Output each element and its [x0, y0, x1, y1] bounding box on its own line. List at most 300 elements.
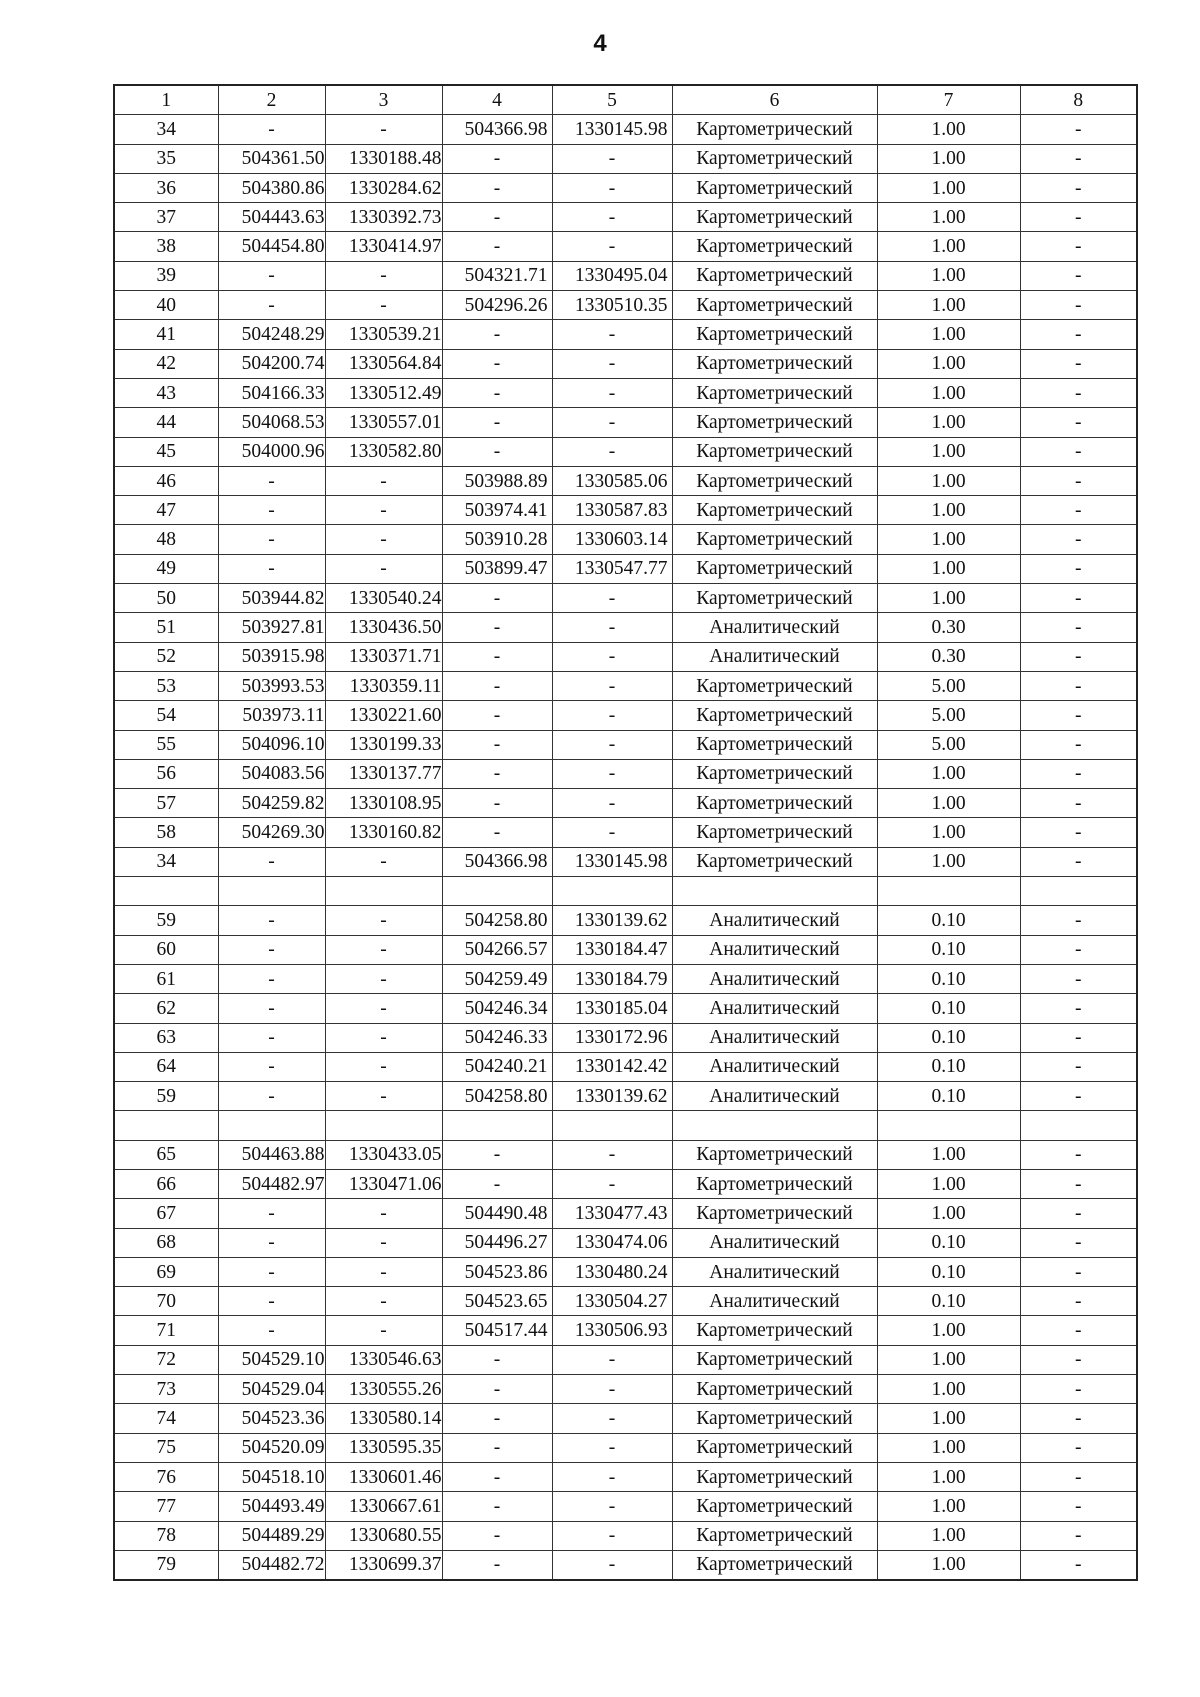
cell-method: Картометрический [672, 554, 877, 583]
cell-x-new: 503899.47 [442, 554, 552, 583]
cell-y-new: 1330504.27 [552, 1287, 672, 1316]
cell-method: Аналитический [672, 1228, 877, 1257]
cell-y-new: 1330145.98 [552, 115, 672, 144]
cell-x-new [442, 877, 552, 906]
cell-accuracy: 1.00 [877, 1404, 1020, 1433]
cell-y-old: 1330359.11 [325, 671, 442, 700]
cell-description: - [1020, 1140, 1137, 1169]
cell-y-new: - [552, 818, 672, 847]
cell-y-new: - [552, 584, 672, 613]
cell-point-number: 77 [114, 1492, 218, 1521]
cell-x-new [442, 1111, 552, 1140]
cell-description: - [1020, 1550, 1137, 1580]
cell-point-number: 74 [114, 1404, 218, 1433]
table-row [114, 203, 1137, 232]
cell-accuracy: 1.00 [877, 291, 1020, 320]
cell-method: Картометрический [672, 1521, 877, 1550]
cell-point-number: 34 [114, 847, 218, 876]
cell-description: - [1020, 701, 1137, 730]
cell-y-new [552, 877, 672, 906]
table-row [114, 437, 1137, 466]
cell-x-new: - [442, 437, 552, 466]
cell-x-old: 504443.63 [218, 203, 325, 232]
cell-y-new: 1330495.04 [552, 261, 672, 290]
cell-description: - [1020, 408, 1137, 437]
cell-point-number: 53 [114, 671, 218, 700]
cell-x-new: - [442, 642, 552, 671]
cell-description: - [1020, 730, 1137, 759]
table-row [114, 671, 1137, 700]
cell-method: Картометрический [672, 466, 877, 495]
cell-y-old: 1330199.33 [325, 730, 442, 759]
cell-y-old: - [325, 1052, 442, 1081]
cell-x-old: - [218, 847, 325, 876]
cell-y-old: - [325, 1199, 442, 1228]
cell-point-number: 41 [114, 320, 218, 349]
cell-x-new: 504523.65 [442, 1287, 552, 1316]
table-row [114, 789, 1137, 818]
cell-accuracy: 1.00 [877, 437, 1020, 466]
cell-accuracy: 0.30 [877, 613, 1020, 642]
cell-x-new: - [442, 144, 552, 173]
cell-y-old: - [325, 525, 442, 554]
cell-x-old: - [218, 525, 325, 554]
table-row [114, 232, 1137, 261]
cell-y-new: - [552, 144, 672, 173]
cell-y-new: - [552, 378, 672, 407]
cell-accuracy: 0.10 [877, 1052, 1020, 1081]
cell-method: Картометрический [672, 1375, 877, 1404]
cell-method: Картометрический [672, 1345, 877, 1374]
cell-y-old: 1330392.73 [325, 203, 442, 232]
cell-point-number: 71 [114, 1316, 218, 1345]
cell-x-old: - [218, 1287, 325, 1316]
cell-y-new [552, 1111, 672, 1140]
cell-method: Аналитический [672, 1287, 877, 1316]
table-row [114, 1375, 1137, 1404]
cell-y-new: 1330145.98 [552, 847, 672, 876]
cell-y-new: - [552, 1462, 672, 1491]
column-header-2: 2 [218, 85, 325, 115]
cell-y-old: - [325, 994, 442, 1023]
cell-point-number: 65 [114, 1140, 218, 1169]
cell-x-new: 504366.98 [442, 847, 552, 876]
cell-accuracy: 0.10 [877, 1082, 1020, 1111]
cell-y-new: 1330547.77 [552, 554, 672, 583]
table-body [114, 115, 1137, 1580]
column-header-6: 6 [672, 85, 877, 115]
cell-y-old: - [325, 291, 442, 320]
cell-method: Картометрический [672, 818, 877, 847]
cell-method: Аналитический [672, 1052, 877, 1081]
cell-y-old: - [325, 1316, 442, 1345]
cell-x-old: 504489.29 [218, 1521, 325, 1550]
cell-point-number: 39 [114, 261, 218, 290]
cell-y-old: 1330371.71 [325, 642, 442, 671]
cell-description: - [1020, 906, 1137, 935]
cell-point-number: 75 [114, 1433, 218, 1462]
cell-y-new: - [552, 701, 672, 730]
cell-description: - [1020, 1199, 1137, 1228]
cell-description: - [1020, 496, 1137, 525]
cell-method: Аналитический [672, 906, 877, 935]
cell-description: - [1020, 935, 1137, 964]
cell-y-new: 1330185.04 [552, 994, 672, 1023]
cell-x-old: - [218, 1082, 325, 1111]
cell-accuracy: 1.00 [877, 789, 1020, 818]
cell-x-old: - [218, 496, 325, 525]
column-header-3: 3 [325, 85, 442, 115]
cell-method [672, 1111, 877, 1140]
cell-point-number: 69 [114, 1257, 218, 1286]
cell-y-old: 1330436.50 [325, 613, 442, 642]
cell-description: - [1020, 1404, 1137, 1433]
table-row [114, 525, 1137, 554]
table-row [114, 730, 1137, 759]
cell-y-new: 1330477.43 [552, 1199, 672, 1228]
table-row [114, 642, 1137, 671]
cell-x-old: - [218, 466, 325, 495]
cell-x-old: - [218, 1052, 325, 1081]
cell-x-new: 504296.26 [442, 291, 552, 320]
cell-x-old: 504493.49 [218, 1492, 325, 1521]
cell-x-new: - [442, 671, 552, 700]
header-row [114, 85, 1137, 115]
cell-x-old: - [218, 1199, 325, 1228]
cell-accuracy: 1.00 [877, 232, 1020, 261]
cell-accuracy: 0.10 [877, 1287, 1020, 1316]
cell-accuracy: 1.00 [877, 349, 1020, 378]
cell-accuracy: 0.10 [877, 1257, 1020, 1286]
cell-description: - [1020, 1375, 1137, 1404]
cell-accuracy: 1.00 [877, 144, 1020, 173]
cell-y-old: - [325, 1023, 442, 1052]
cell-y-new: - [552, 730, 672, 759]
cell-method: Картометрический [672, 671, 877, 700]
cell-description: - [1020, 1169, 1137, 1198]
cell-x-old [218, 877, 325, 906]
cell-accuracy: 5.00 [877, 730, 1020, 759]
cell-point-number: 45 [114, 437, 218, 466]
cell-point-number: 58 [114, 818, 218, 847]
cell-x-old: 504454.80 [218, 232, 325, 261]
cell-x-new: 504517.44 [442, 1316, 552, 1345]
cell-point-number: 64 [114, 1052, 218, 1081]
cell-y-old: 1330540.24 [325, 584, 442, 613]
cell-x-new: - [442, 1462, 552, 1491]
cell-x-new: - [442, 1492, 552, 1521]
cell-y-old: 1330699.37 [325, 1550, 442, 1580]
cell-description: - [1020, 642, 1137, 671]
cell-x-new: 504266.57 [442, 935, 552, 964]
cell-y-new: 1330139.62 [552, 1082, 672, 1111]
table-row [114, 1521, 1137, 1550]
cell-description: - [1020, 847, 1137, 876]
cell-x-new: - [442, 730, 552, 759]
cell-x-old [218, 1111, 325, 1140]
cell-x-new: - [442, 701, 552, 730]
cell-x-new: - [442, 1521, 552, 1550]
cell-x-new: - [442, 1140, 552, 1169]
cell-point-number: 67 [114, 1199, 218, 1228]
table-row [114, 847, 1137, 876]
coordinates-table [113, 84, 1138, 1581]
cell-accuracy: 0.10 [877, 935, 1020, 964]
cell-x-old: 504068.53 [218, 408, 325, 437]
cell-accuracy: 1.00 [877, 1521, 1020, 1550]
cell-point-number: 78 [114, 1521, 218, 1550]
table-row [114, 584, 1137, 613]
cell-x-new: - [442, 1550, 552, 1580]
cell-y-old: 1330601.46 [325, 1462, 442, 1491]
cell-y-new: - [552, 1492, 672, 1521]
cell-accuracy: 1.00 [877, 1316, 1020, 1345]
cell-x-old: - [218, 906, 325, 935]
cell-x-old: 504096.10 [218, 730, 325, 759]
cell-y-old: - [325, 554, 442, 583]
table-row [114, 1550, 1137, 1580]
cell-description: - [1020, 584, 1137, 613]
cell-accuracy: 1.00 [877, 408, 1020, 437]
cell-x-old: - [218, 1228, 325, 1257]
table-row [114, 291, 1137, 320]
cell-point-number: 42 [114, 349, 218, 378]
cell-point-number: 51 [114, 613, 218, 642]
table-row [114, 1199, 1137, 1228]
cell-x-new: - [442, 789, 552, 818]
cell-x-old: - [218, 1257, 325, 1286]
cell-description: - [1020, 1316, 1137, 1345]
cell-description: - [1020, 1052, 1137, 1081]
cell-point-number: 54 [114, 701, 218, 730]
cell-y-new: - [552, 642, 672, 671]
cell-description: - [1020, 1462, 1137, 1491]
table-row [114, 1404, 1137, 1433]
table-row [114, 1316, 1137, 1345]
cell-accuracy: 0.10 [877, 994, 1020, 1023]
cell-method: Аналитический [672, 1257, 877, 1286]
cell-y-new: 1330172.96 [552, 1023, 672, 1052]
cell-description: - [1020, 818, 1137, 847]
cell-accuracy: 0.30 [877, 642, 1020, 671]
cell-x-old: 504248.29 [218, 320, 325, 349]
table-row [114, 818, 1137, 847]
cell-y-new: 1330510.35 [552, 291, 672, 320]
table-row [114, 1023, 1137, 1052]
cell-point-number [114, 877, 218, 906]
cell-y-new: - [552, 203, 672, 232]
table-row [114, 496, 1137, 525]
cell-point-number: 76 [114, 1462, 218, 1491]
cell-y-old: 1330284.62 [325, 173, 442, 202]
table-row [114, 1082, 1137, 1111]
cell-y-new: - [552, 613, 672, 642]
cell-description: - [1020, 1082, 1137, 1111]
cell-point-number: 73 [114, 1375, 218, 1404]
cell-method: Картометрический [672, 173, 877, 202]
table-row [114, 964, 1137, 993]
cell-y-old: 1330137.77 [325, 759, 442, 788]
cell-description: - [1020, 1521, 1137, 1550]
cell-x-old: 504520.09 [218, 1433, 325, 1462]
cell-y-old: - [325, 1082, 442, 1111]
cell-x-old: 504529.10 [218, 1345, 325, 1374]
cell-method: Картометрический [672, 115, 877, 144]
cell-x-old: 504269.30 [218, 818, 325, 847]
cell-y-old: - [325, 906, 442, 935]
cell-y-old: 1330108.95 [325, 789, 442, 818]
cell-x-old: - [218, 1316, 325, 1345]
cell-y-new: - [552, 1345, 672, 1374]
cell-point-number: 48 [114, 525, 218, 554]
cell-y-new: - [552, 1521, 672, 1550]
table-row [114, 701, 1137, 730]
cell-x-old: 503915.98 [218, 642, 325, 671]
cell-accuracy: 5.00 [877, 701, 1020, 730]
cell-method: Картометрический [672, 1433, 877, 1462]
cell-description: - [1020, 115, 1137, 144]
cell-method: Картометрический [672, 291, 877, 320]
cell-y-new: - [552, 759, 672, 788]
cell-method: Картометрический [672, 437, 877, 466]
cell-y-old: 1330414.97 [325, 232, 442, 261]
cell-point-number: 79 [114, 1550, 218, 1580]
cell-x-old: 504523.36 [218, 1404, 325, 1433]
cell-method: Картометрический [672, 378, 877, 407]
table-row [114, 613, 1137, 642]
cell-x-new: 503988.89 [442, 466, 552, 495]
table-row [114, 261, 1137, 290]
cell-method: Картометрический [672, 232, 877, 261]
cell-accuracy: 1.00 [877, 584, 1020, 613]
table-row [114, 349, 1137, 378]
cell-method: Картометрический [672, 320, 877, 349]
cell-x-new: 504258.80 [442, 906, 552, 935]
cell-x-new: 504240.21 [442, 1052, 552, 1081]
cell-x-new: 504490.48 [442, 1199, 552, 1228]
cell-method: Картометрический [672, 730, 877, 759]
cell-description: - [1020, 1345, 1137, 1374]
cell-description: - [1020, 1257, 1137, 1286]
cell-accuracy: 1.00 [877, 1199, 1020, 1228]
cell-point-number: 57 [114, 789, 218, 818]
cell-description: - [1020, 378, 1137, 407]
table-row [114, 994, 1137, 1023]
cell-description: - [1020, 466, 1137, 495]
cell-accuracy: 1.00 [877, 1433, 1020, 1462]
cell-accuracy: 1.00 [877, 1345, 1020, 1374]
cell-method: Картометрический [672, 701, 877, 730]
cell-description: - [1020, 994, 1137, 1023]
table-row [114, 1287, 1137, 1316]
cell-y-old: 1330582.80 [325, 437, 442, 466]
cell-y-new: - [552, 671, 672, 700]
table-row [114, 906, 1137, 935]
cell-point-number: 70 [114, 1287, 218, 1316]
cell-y-old: 1330546.63 [325, 1345, 442, 1374]
table-row [114, 466, 1137, 495]
cell-accuracy: 1.00 [877, 173, 1020, 202]
cell-y-old: 1330555.26 [325, 1375, 442, 1404]
cell-point-number: 46 [114, 466, 218, 495]
cell-x-new: 503910.28 [442, 525, 552, 554]
cell-x-new: - [442, 1404, 552, 1433]
cell-y-old: - [325, 847, 442, 876]
cell-y-old: 1330539.21 [325, 320, 442, 349]
table-row [114, 877, 1137, 906]
cell-x-new: 504496.27 [442, 1228, 552, 1257]
cell-description: - [1020, 1492, 1137, 1521]
cell-description: - [1020, 964, 1137, 993]
cell-description: - [1020, 525, 1137, 554]
cell-accuracy: 1.00 [877, 1169, 1020, 1198]
cell-y-old: - [325, 466, 442, 495]
table-header [114, 85, 1137, 115]
cell-description: - [1020, 232, 1137, 261]
cell-x-new: 504321.71 [442, 261, 552, 290]
cell-x-new: - [442, 232, 552, 261]
cell-accuracy: 1.00 [877, 1462, 1020, 1491]
cell-y-new: 1330587.83 [552, 496, 672, 525]
cell-point-number: 35 [114, 144, 218, 173]
cell-accuracy: 1.00 [877, 378, 1020, 407]
cell-accuracy: 1.00 [877, 525, 1020, 554]
cell-x-old: 504361.50 [218, 144, 325, 173]
cell-point-number: 59 [114, 1082, 218, 1111]
cell-point-number: 68 [114, 1228, 218, 1257]
cell-x-old: - [218, 964, 325, 993]
cell-accuracy: 0.10 [877, 964, 1020, 993]
cell-x-new: - [442, 349, 552, 378]
table-row [114, 1111, 1137, 1140]
cell-x-old: 503993.53 [218, 671, 325, 700]
cell-y-new: - [552, 437, 672, 466]
cell-method: Картометрический [672, 584, 877, 613]
cell-method: Картометрический [672, 1140, 877, 1169]
cell-y-old: 1330595.35 [325, 1433, 442, 1462]
cell-method: Картометрический [672, 525, 877, 554]
cell-y-new: 1330480.24 [552, 1257, 672, 1286]
column-header-8: 8 [1020, 85, 1137, 115]
cell-method: Аналитический [672, 935, 877, 964]
cell-y-old: 1330667.61 [325, 1492, 442, 1521]
cell-y-new: 1330139.62 [552, 906, 672, 935]
table-row [114, 1345, 1137, 1374]
cell-y-old: 1330160.82 [325, 818, 442, 847]
cell-point-number: 43 [114, 378, 218, 407]
cell-description: - [1020, 437, 1137, 466]
cell-y-new: - [552, 232, 672, 261]
cell-y-new: 1330184.47 [552, 935, 672, 964]
cell-accuracy: 1.00 [877, 203, 1020, 232]
cell-x-old: 504166.33 [218, 378, 325, 407]
cell-x-old: 504380.86 [218, 173, 325, 202]
cell-method: Аналитический [672, 964, 877, 993]
cell-method: Картометрический [672, 1199, 877, 1228]
cell-x-old: 503927.81 [218, 613, 325, 642]
cell-point-number: 34 [114, 115, 218, 144]
cell-method: Аналитический [672, 642, 877, 671]
cell-accuracy: 0.10 [877, 906, 1020, 935]
cell-description: - [1020, 613, 1137, 642]
cell-y-old: 1330680.55 [325, 1521, 442, 1550]
cell-description: - [1020, 144, 1137, 173]
cell-description: - [1020, 789, 1137, 818]
cell-description: - [1020, 671, 1137, 700]
cell-y-new: - [552, 320, 672, 349]
table-row [114, 378, 1137, 407]
cell-y-new: - [552, 789, 672, 818]
